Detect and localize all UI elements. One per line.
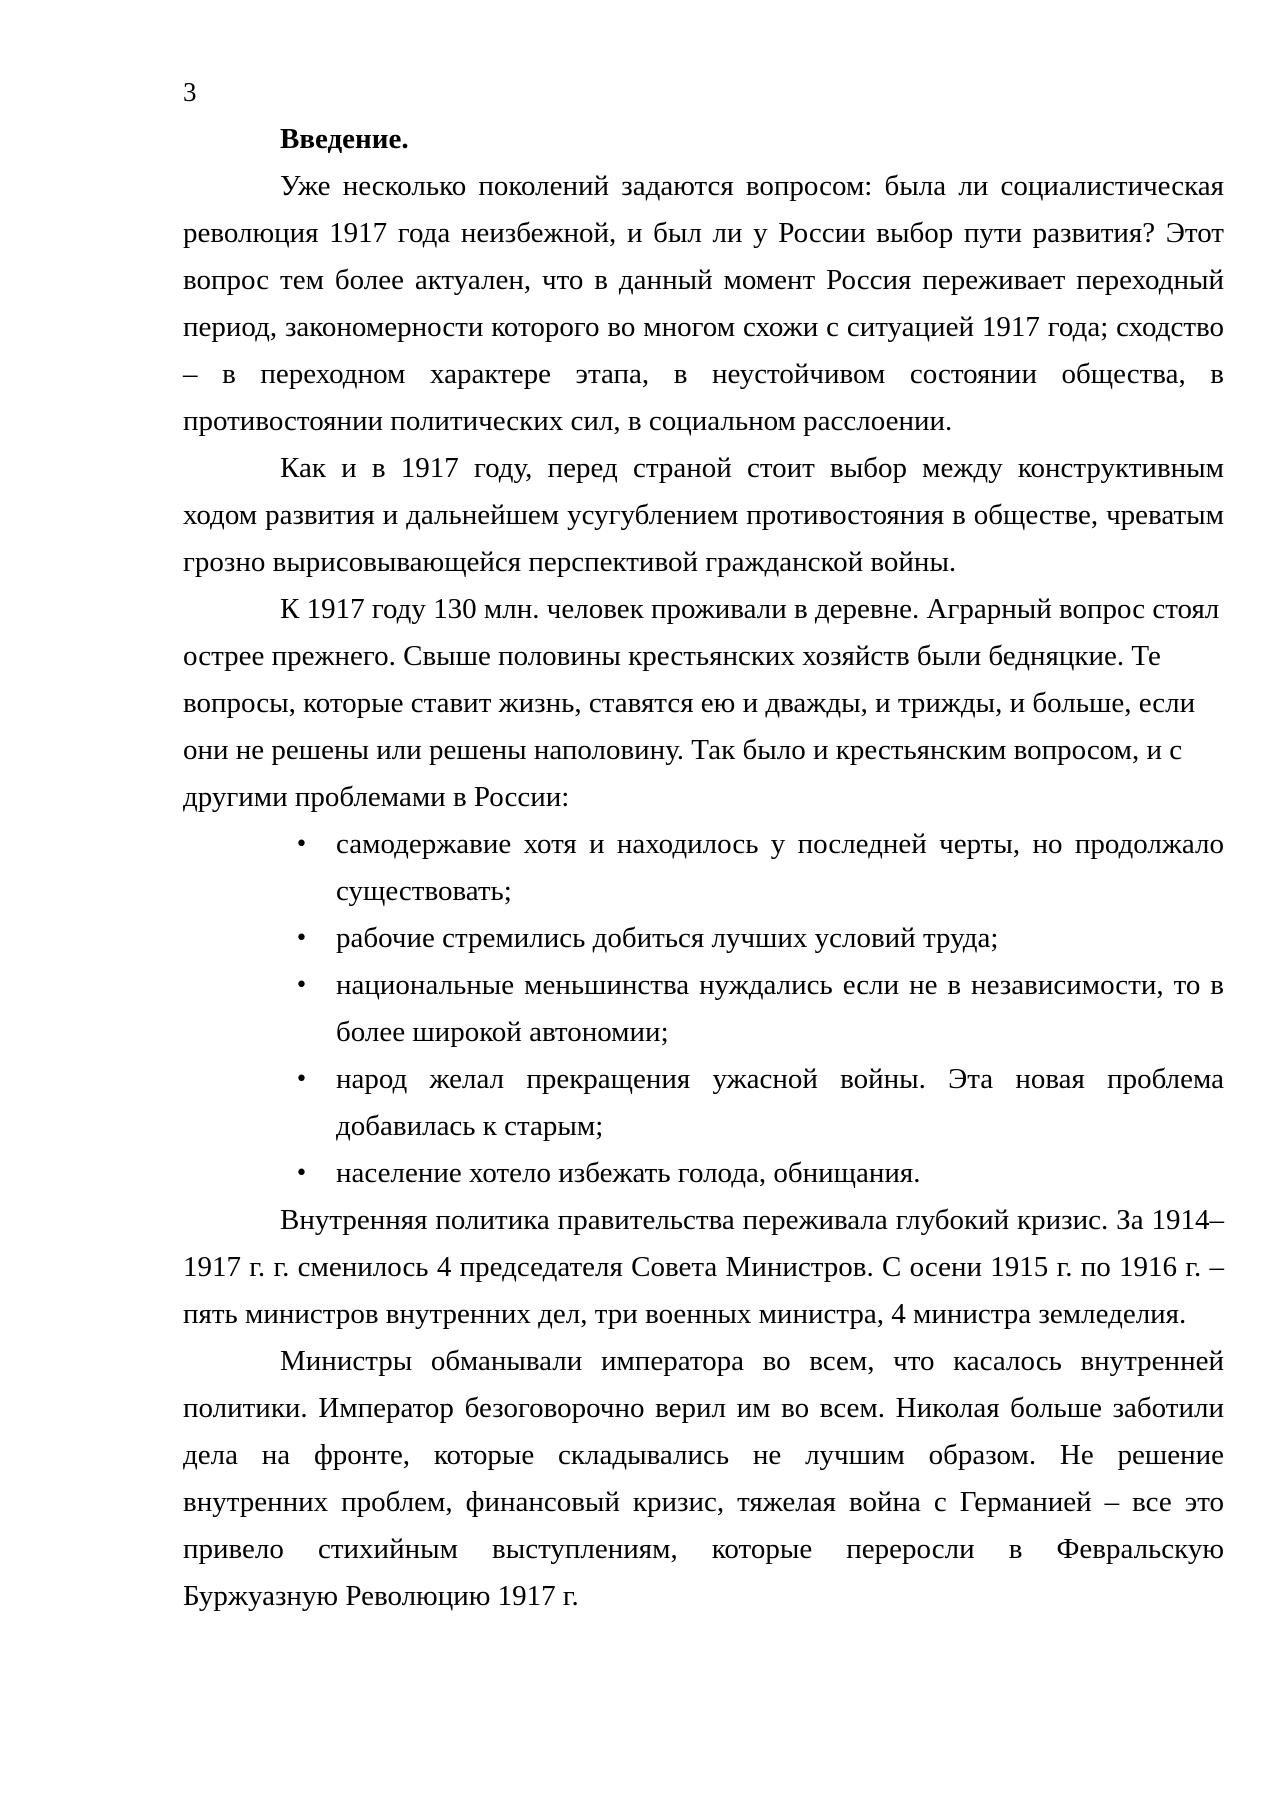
page-number: 3 [183,77,197,107]
paragraph-choice: Как и в 1917 году, перед страной стоит выбор между конструктивным ходом развития и дальнейшем усугублением противостояния в обществе, чреватым грозно вырисовывающейся перспективой гражданской войны. [183,452,1224,578]
list-item [183,1150,1224,1197]
list-item-text: самодержавие хотя и находилось у последней черты, но продолжало существовать; [336,828,1224,907]
list-item [183,821,1224,915]
list-item [183,915,1224,962]
problem-list [183,821,1224,1197]
bullet-icon: • [295,1161,308,1186]
paragraph-ministers: Министры обманывали императора во всем, что касалось внутренней политики. Император безоговорочно верил им во всем. Николая больше заботили дела на фронте, которые складывались не лучшим образом. Не решение внутренних проблем, финансовый кризис, тяжелая война с Германией – все это привело стихийным выступлениям, которые переросли в Февральскую Буржуазную Революцию 1917 г. [183,1345,1224,1612]
section-heading: Введение. [280,123,409,155]
list-item-text: народ желал прекращения ужасной войны. Эта новая проблема добавилась к старым; [336,1063,1224,1142]
list-item-text: население хотело избежать голода, обнищания. [336,1157,921,1189]
list-item [183,962,1224,1056]
paragraph-agrarian: К 1917 году 130 млн. человек проживали в деревне. Аграрный вопрос стоял острее прежнего. Свыше половины крестьянских хозяйств были бедняцкие. Те вопросы, которые ставит жизнь, ставятся ею и дважды, и трижды, и больше, если они не решены или решены наполовину. Так было и крестьянским вопросом, и с другими проблемами в России: [183,593,1220,813]
bullet-icon: • [295,926,308,951]
paragraph-intro: Уже несколько поколений задаются вопросом: была ли социалистическая революция 1917 года неизбежной, и был ли у России выбор пути развития? Этот вопрос тем более актуален, что в данный момент Россия переживает переходный период, закономерности которого во многом схожи с ситуацией 1917 года; сходство – в переходном характере этапа, в неустойчивом состоянии общества, в противостоянии политических сил, в социальном расслоении. [183,170,1224,437]
bullet-icon: • [295,973,308,998]
paragraph-internal-policy: Внутренняя политика правительства переживала глубокий кризис. За 1914–1917 г. г. сменилось 4 председателя Совета Министров. С осени 1915 г. по 1916 г. – пять министров внутренних дел, три военных министра, 4 министра земледелия. [183,1204,1224,1330]
list-item-text: национальные меньшинства нуждались если не в независимости, то в более широкой автономии; [336,969,1224,1048]
document-body [183,116,1224,1620]
list-item [183,1056,1224,1150]
list-item-text: рабочие стремились добиться лучших условий труда; [336,922,999,954]
bullet-icon: • [295,1067,308,1092]
bullet-icon: • [295,832,308,857]
